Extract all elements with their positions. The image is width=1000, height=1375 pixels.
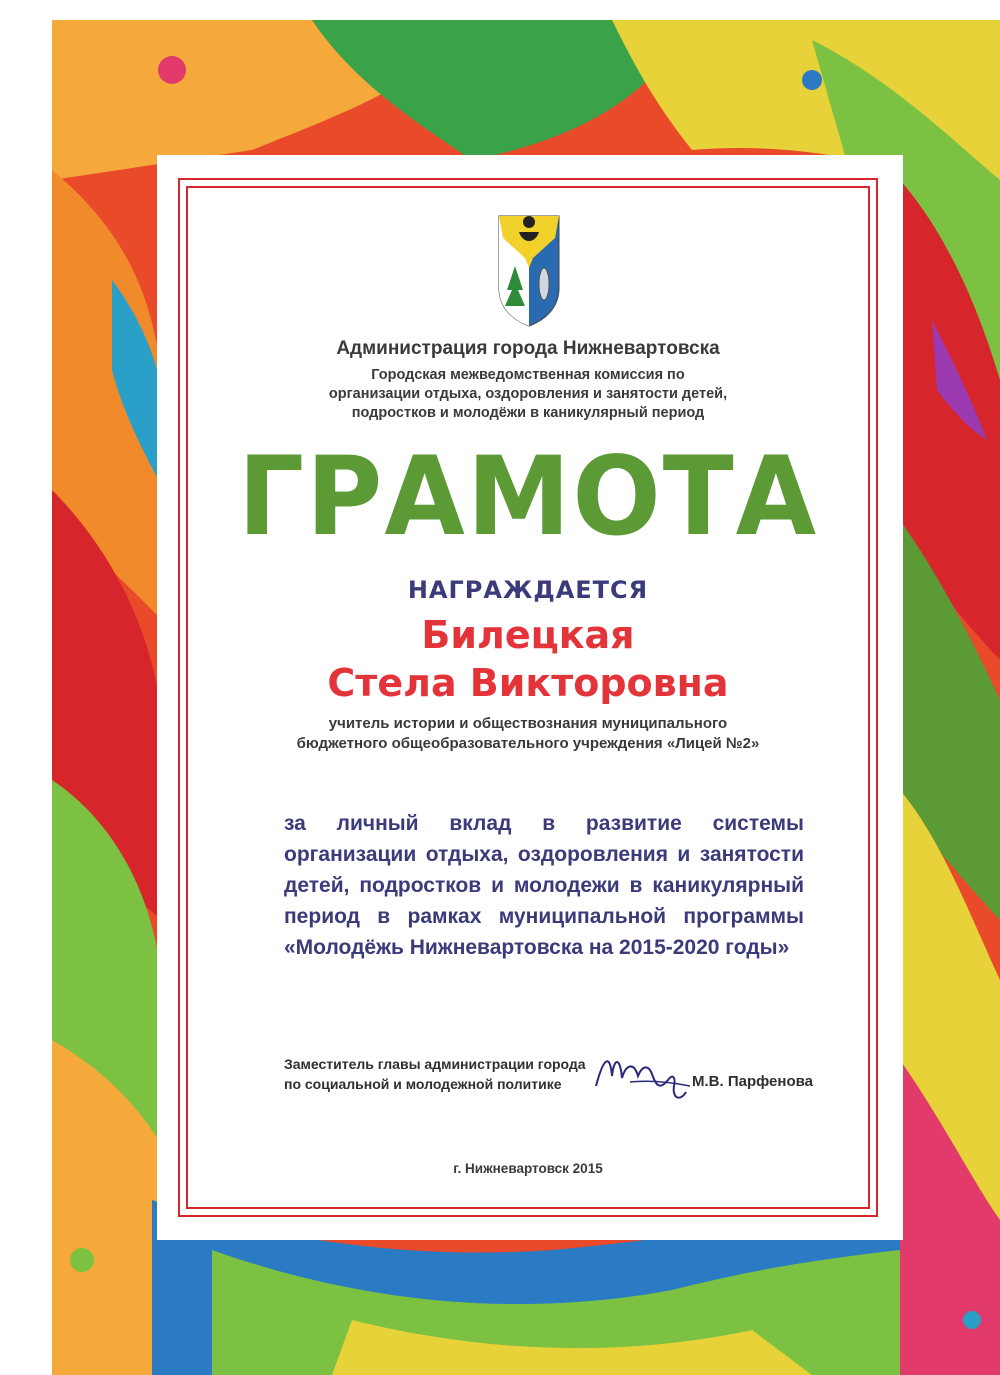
commission-line: подростков и молодёжи в каникулярный период <box>351 405 705 421</box>
position-line: бюджетного общеобразовательного учреждения «Лицей №2» <box>296 735 760 752</box>
city-coat-of-arms-icon <box>497 208 561 328</box>
signer-name: М.В. Парфенова <box>692 1073 813 1090</box>
commission-name <box>186 366 870 423</box>
position-line: учитель истории и обществознания муниципального <box>328 715 728 732</box>
recipient-position <box>186 714 870 754</box>
commission-line: организации отдыха, оздоровления и занятости детей, <box>328 386 728 402</box>
recipient-name <box>186 611 870 707</box>
award-title: ГРАМОТА <box>237 431 819 561</box>
recipient-given-names: Стела Викторовна <box>327 661 729 705</box>
certificate-content <box>186 186 870 1209</box>
awarded-label: НАГРАЖДАЕТСЯ <box>407 576 649 604</box>
recipient-surname: Билецкая <box>421 613 635 657</box>
signer-role <box>284 1054 614 1094</box>
signer-role-line: Заместитель главы администрации города <box>284 1056 586 1072</box>
commission-line: Городская межведомственная комиссия по <box>371 367 685 383</box>
organization-name: Администрация города Нижневартовска <box>336 338 720 359</box>
award-reason: за личный вклад в развитие системы организации отдыха, оздоровления и занятости детей, подростков и молодежи в каникулярный период в рамках муниципальной программы «Молодёжь Нижневартовска на 2015-2020 годы» <box>284 812 804 959</box>
signer-role-line: по социальной и молодежной политике <box>284 1076 562 1092</box>
place-and-year: г. Нижневартовск 2015 <box>453 1161 603 1176</box>
